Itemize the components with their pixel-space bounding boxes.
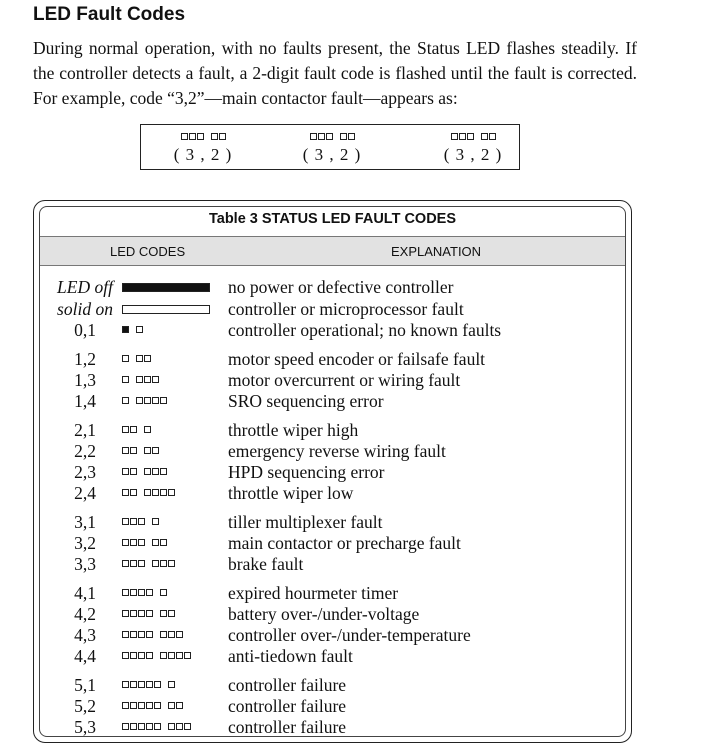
flash-group — [122, 397, 129, 404]
flash-group — [122, 652, 153, 659]
led-flash-icon — [152, 376, 159, 383]
led-flash-icon — [160, 589, 167, 596]
led-code: 2,4 — [74, 483, 96, 503]
led-flash-icon — [130, 539, 137, 546]
flash-group — [144, 489, 175, 496]
flash-group — [160, 610, 175, 617]
flash-group — [481, 133, 496, 140]
led-flash-icon — [184, 652, 191, 659]
led-flash-icon — [144, 376, 151, 383]
flash-group — [152, 518, 159, 525]
flash-group — [144, 426, 151, 433]
led-code: 3,2 — [74, 533, 96, 553]
table-row — [40, 277, 625, 298]
led-code: 1,4 — [74, 391, 96, 411]
led-flash-icon — [144, 426, 151, 433]
led-flash-icon — [152, 539, 159, 546]
flash-group — [160, 631, 183, 638]
flash-group — [122, 723, 161, 730]
led-flash-icon — [189, 133, 196, 140]
led-flash-icon — [152, 560, 159, 567]
led-flash-icon — [146, 681, 153, 688]
led-flash-icon — [176, 702, 183, 709]
led-flash-icon — [168, 652, 175, 659]
led-flash-icon — [152, 518, 159, 525]
led-flash-icon — [130, 681, 137, 688]
led-flash-icon — [130, 631, 137, 638]
led-flash-solid-icon — [122, 326, 129, 333]
led-flash-icon — [122, 702, 129, 709]
flash-group — [122, 631, 153, 638]
led-flash-icon — [168, 723, 175, 730]
example-code-value: ( 3 , 2 ) — [443, 145, 503, 164]
led-flash-icon — [138, 723, 145, 730]
example-cell — [282, 130, 382, 165]
led-flash-icon — [160, 610, 167, 617]
fault-explanation: expired hourmeter timer — [228, 583, 399, 603]
fault-explanation: controller or microprocessor fault — [228, 299, 464, 319]
led-flash-icon — [160, 489, 167, 496]
led-flash-icon — [451, 133, 458, 140]
led-flash-icon — [160, 539, 167, 546]
led-flash-icon — [168, 702, 175, 709]
flash-group — [122, 355, 129, 362]
led-flash-pattern — [122, 723, 191, 730]
led-flash-icon — [122, 560, 129, 567]
fault-explanation: controller failure — [228, 675, 347, 695]
table-row — [40, 441, 625, 462]
led-flash-icon — [168, 631, 175, 638]
flash-group — [136, 326, 143, 333]
led-flash-icon — [160, 560, 167, 567]
led-flash-icon — [122, 397, 129, 404]
led-flash-icon — [130, 426, 137, 433]
led-code: 2,2 — [74, 441, 96, 461]
column-header-explanation: EXPLANATION — [391, 244, 482, 259]
example-cell — [423, 130, 523, 165]
led-code: 4,4 — [74, 646, 96, 666]
led-flash-icon — [122, 468, 129, 475]
led-flash-icon — [184, 723, 191, 730]
table-header — [40, 236, 625, 266]
fault-code-table — [33, 200, 632, 743]
led-flash-icon — [181, 133, 188, 140]
example-code-value: ( 3 , 2 ) — [173, 145, 233, 164]
led-flash-icon — [138, 518, 145, 525]
led-flash-icon — [160, 652, 167, 659]
table-row — [40, 675, 625, 696]
led-flash-icon — [176, 723, 183, 730]
led-flash-icon — [160, 397, 167, 404]
flash-group — [144, 468, 167, 475]
fault-explanation: motor speed encoder or failsafe fault — [228, 349, 486, 369]
led-flash-icon — [130, 702, 137, 709]
led-flash-pattern — [122, 702, 183, 709]
flash-group — [122, 489, 137, 496]
led-flash-icon — [138, 539, 145, 546]
table-row — [40, 512, 625, 533]
led-code: 5,3 — [74, 717, 96, 737]
led-flash-icon — [138, 610, 145, 617]
led-flash-icon — [152, 397, 159, 404]
led-flash-icon — [136, 326, 143, 333]
flash-group — [122, 539, 145, 546]
led-flash-icon — [122, 518, 129, 525]
led-code: 4,3 — [74, 625, 96, 645]
led-flash-pattern — [122, 681, 175, 688]
led-flash-icon — [138, 681, 145, 688]
led-flash-pattern — [122, 397, 167, 404]
led-flash-pattern — [122, 355, 151, 362]
led-code: 0,1 — [74, 320, 96, 340]
led-flash-icon — [168, 560, 175, 567]
led-flash-icon — [122, 355, 129, 362]
flash-group — [122, 447, 137, 454]
led-flash-icon — [154, 723, 161, 730]
led-code: 3,1 — [74, 512, 96, 532]
fault-explanation: emergency reverse wiring fault — [228, 441, 446, 461]
led-code: 1,3 — [74, 370, 96, 390]
led-flash-icon — [136, 376, 143, 383]
led-code: LED off — [57, 277, 113, 297]
led-flash-pattern — [122, 518, 159, 525]
led-flash-icon — [130, 489, 137, 496]
led-flash-icon — [122, 539, 129, 546]
led-flash-pattern — [122, 468, 167, 475]
led-flash-icon — [481, 133, 488, 140]
led-flash-pattern — [122, 652, 191, 659]
led-flash-icon — [459, 133, 466, 140]
flash-group — [122, 326, 129, 333]
led-flash-icon — [138, 631, 145, 638]
led-code: 5,2 — [74, 696, 96, 716]
led-flash-pattern — [122, 489, 175, 496]
led-flash-icon — [467, 133, 474, 140]
led-code: 3,3 — [74, 554, 96, 574]
led-solid-on-bar-icon — [122, 305, 210, 314]
fault-explanation: controller failure — [228, 717, 347, 737]
fault-explanation: SRO sequencing error — [228, 391, 384, 411]
led-flash-icon — [160, 631, 167, 638]
led-flash-icon — [144, 355, 151, 362]
fault-explanation: main contactor or precharge fault — [228, 533, 461, 553]
led-flash-icon — [130, 610, 137, 617]
flash-group — [152, 560, 175, 567]
led-flash-pattern — [122, 376, 159, 383]
flash-group — [136, 397, 167, 404]
fault-explanation: throttle wiper high — [228, 420, 359, 440]
led-flash-icon — [130, 447, 137, 454]
fault-explanation: no power or defective controller — [228, 277, 454, 297]
example-flash-pattern — [282, 130, 382, 142]
led-flash-icon — [144, 447, 151, 454]
led-flash-icon — [146, 652, 153, 659]
table-row — [40, 696, 625, 717]
flash-group — [160, 589, 167, 596]
table-row — [40, 349, 625, 370]
led-code: solid on — [57, 299, 113, 319]
fault-explanation: brake fault — [228, 554, 304, 574]
fault-explanation: battery over-/under-voltage — [228, 604, 420, 624]
table-row — [40, 391, 625, 412]
table-row — [40, 646, 625, 667]
example-code-box — [140, 124, 520, 170]
table-row — [40, 533, 625, 554]
led-flash-icon — [318, 133, 325, 140]
led-flash-icon — [122, 447, 129, 454]
example-cell — [153, 130, 253, 165]
table-title: Table 3 STATUS LED FAULT CODES — [208, 211, 457, 227]
led-flash-icon — [146, 723, 153, 730]
led-flash-pattern — [122, 539, 167, 546]
flash-group — [451, 133, 474, 140]
led-flash-icon — [144, 468, 151, 475]
table-row — [40, 604, 625, 625]
led-flash-icon — [146, 702, 153, 709]
led-flash-icon — [340, 133, 347, 140]
led-flash-icon — [136, 355, 143, 362]
led-flash-icon — [138, 702, 145, 709]
table-row — [40, 420, 625, 441]
fault-explanation: controller failure — [228, 696, 347, 716]
led-flash-icon — [160, 468, 167, 475]
flash-group — [136, 376, 159, 383]
intro-paragraph: During normal operation, with no faults present, the Status LED flashes steadily. If the controller detects a fault, a 2-digit fault code is flashed until the fault is corrected. For example, code “3,2”—main contactor fault—appears as: — [33, 38, 637, 108]
fault-explanation: throttle wiper low — [228, 483, 354, 503]
table-row — [40, 320, 625, 341]
flash-group — [160, 652, 191, 659]
flash-group — [340, 133, 355, 140]
flash-group — [310, 133, 333, 140]
flash-group — [122, 589, 153, 596]
led-code: 4,2 — [74, 604, 96, 624]
led-flash-pattern — [122, 631, 183, 638]
table-row — [40, 583, 625, 604]
led-flash-icon — [326, 133, 333, 140]
fault-code-table-inner — [39, 206, 626, 737]
flash-group — [122, 426, 137, 433]
flash-group — [168, 681, 175, 688]
page-heading: LED Fault Codes — [33, 4, 186, 25]
led-flash-icon — [130, 518, 137, 525]
led-flash-icon — [122, 376, 129, 383]
led-flash-icon — [211, 133, 218, 140]
table-row — [40, 370, 625, 391]
led-flash-icon — [176, 652, 183, 659]
table-row — [40, 625, 625, 646]
flash-group — [152, 539, 167, 546]
led-code: 2,3 — [74, 462, 96, 482]
flash-group — [122, 560, 145, 567]
led-flash-icon — [154, 681, 161, 688]
led-code: 4,1 — [74, 583, 96, 603]
fault-explanation: anti-tiedown fault — [228, 646, 353, 666]
table-row — [40, 462, 625, 483]
fault-explanation: motor overcurrent or wiring fault — [228, 370, 461, 390]
table-row — [40, 717, 625, 737]
table-row — [40, 483, 625, 504]
fault-explanation: HPD sequencing error — [228, 462, 385, 482]
led-flash-icon — [176, 631, 183, 638]
flash-group — [122, 468, 137, 475]
led-code: 2,1 — [74, 420, 96, 440]
led-flash-icon — [130, 652, 137, 659]
flash-group — [122, 702, 161, 709]
example-flash-pattern — [153, 130, 253, 142]
led-code: 1,2 — [74, 349, 96, 369]
led-flash-icon — [219, 133, 226, 140]
led-flash-icon — [122, 589, 129, 596]
led-flash-icon — [168, 681, 175, 688]
led-flash-icon — [122, 426, 129, 433]
led-code: 5,1 — [74, 675, 96, 695]
led-flash-icon — [130, 560, 137, 567]
led-flash-icon — [136, 397, 143, 404]
led-flash-icon — [348, 133, 355, 140]
led-flash-icon — [168, 489, 175, 496]
column-header-led-codes: LED CODES — [110, 244, 186, 259]
led-flash-icon — [146, 631, 153, 638]
flash-group — [168, 702, 183, 709]
flash-group — [136, 355, 151, 362]
led-flash-pattern — [122, 447, 159, 454]
led-flash-icon — [489, 133, 496, 140]
led-flash-pattern — [122, 426, 151, 433]
led-flash-icon — [197, 133, 204, 140]
flash-group — [122, 610, 153, 617]
led-flash-icon — [310, 133, 317, 140]
led-flash-icon — [130, 723, 137, 730]
example-flash-pattern — [423, 130, 523, 142]
flash-group — [122, 681, 161, 688]
led-flash-icon — [152, 489, 159, 496]
led-off-bar-icon — [122, 283, 210, 292]
led-flash-icon — [138, 560, 145, 567]
fault-explanation: controller over-/under-temperature — [228, 625, 471, 645]
flash-group — [168, 723, 191, 730]
led-flash-icon — [138, 589, 145, 596]
table-row — [40, 554, 625, 575]
led-flash-icon — [144, 397, 151, 404]
flash-group — [211, 133, 226, 140]
led-flash-icon — [138, 652, 145, 659]
led-flash-icon — [154, 702, 161, 709]
example-code-value: ( 3 , 2 ) — [302, 145, 362, 164]
led-flash-icon — [122, 489, 129, 496]
flash-group — [144, 447, 159, 454]
led-flash-icon — [122, 723, 129, 730]
led-flash-icon — [122, 681, 129, 688]
led-flash-icon — [146, 589, 153, 596]
led-flash-icon — [122, 631, 129, 638]
led-flash-icon — [130, 468, 137, 475]
led-flash-icon — [122, 652, 129, 659]
flash-group — [122, 518, 145, 525]
led-flash-icon — [144, 489, 151, 496]
flash-group — [122, 376, 129, 383]
led-flash-icon — [152, 447, 159, 454]
led-flash-icon — [130, 589, 137, 596]
led-flash-pattern — [122, 560, 175, 567]
led-flash-pattern — [122, 589, 167, 596]
fault-explanation: tiller multiplexer fault — [228, 512, 383, 532]
led-flash-icon — [146, 610, 153, 617]
led-flash-icon — [152, 468, 159, 475]
led-flash-pattern — [122, 610, 175, 617]
table-row — [40, 299, 625, 320]
fault-explanation: controller operational; no known faults — [228, 320, 502, 340]
led-flash-icon — [168, 610, 175, 617]
led-flash-icon — [122, 610, 129, 617]
led-flash-pattern — [122, 326, 143, 333]
flash-group — [181, 133, 204, 140]
